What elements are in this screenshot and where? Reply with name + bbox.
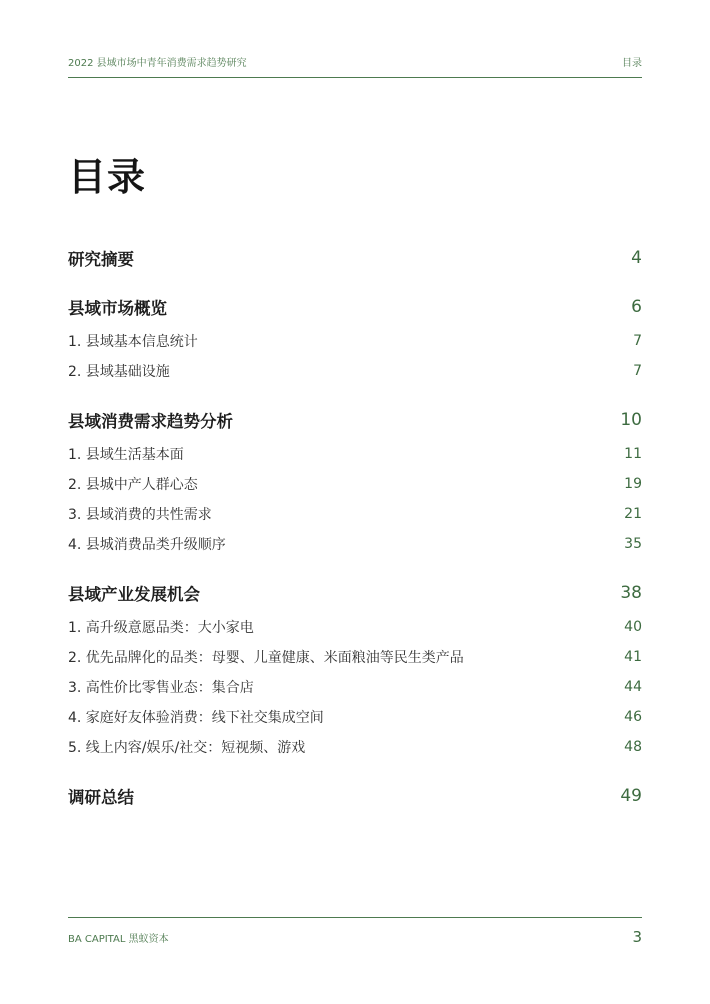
- toc-label: 3. 县域消费的共性需求: [68, 507, 212, 523]
- toc-section-conclusion[interactable]: [68, 784, 642, 808]
- toc-label: 4. 家庭好友体验消费：线下社交集成空间: [68, 710, 324, 726]
- footer-divider: [68, 917, 642, 918]
- toc-page: 46: [624, 709, 642, 725]
- toc-page: 35: [624, 536, 642, 552]
- page-header: [68, 54, 642, 69]
- toc-page: 7: [633, 363, 642, 379]
- toc-page: 49: [620, 786, 642, 806]
- toc-item[interactable]: [68, 331, 642, 351]
- toc-page: 44: [624, 679, 642, 695]
- toc-page: 19: [624, 476, 642, 492]
- toc-item[interactable]: [68, 617, 642, 637]
- toc-page: 11: [624, 446, 642, 462]
- toc-label: 2. 优先品牌化的品类：母婴、儿童健康、米面粮油等民生类产品: [68, 650, 464, 666]
- toc-page: 4: [631, 248, 642, 268]
- toc-label: 3. 高性价比零售业态：集合店: [68, 680, 254, 696]
- toc-label: 县域消费需求趋势分析: [68, 412, 233, 431]
- toc-label: 5. 线上内容/娱乐/社交：短视频、游戏: [68, 740, 306, 756]
- toc-label: 1. 高升级意愿品类：大小家电: [68, 620, 254, 636]
- toc-item[interactable]: [68, 504, 642, 524]
- toc-label: 调研总结: [68, 788, 134, 807]
- header-divider: [68, 77, 642, 78]
- toc-page: 10: [620, 410, 642, 430]
- page-number: 3: [632, 928, 642, 946]
- toc-label: 县域产业发展机会: [68, 585, 200, 604]
- toc-label: 2. 县域基础设施: [68, 364, 170, 380]
- toc-section-summary[interactable]: [68, 246, 642, 270]
- page-title: 目录: [68, 155, 147, 199]
- toc-page: 41: [624, 649, 642, 665]
- toc-item[interactable]: [68, 677, 642, 697]
- toc-page: 40: [624, 619, 642, 635]
- toc-item[interactable]: [68, 474, 642, 494]
- toc-page: 6: [631, 297, 642, 317]
- toc-label: 县域市场概览: [68, 299, 167, 318]
- toc-item[interactable]: [68, 707, 642, 727]
- toc-label: 研究摘要: [68, 250, 134, 269]
- toc-item[interactable]: [68, 737, 642, 757]
- brand-name: BA CAPITAL 黑蚁资本: [68, 933, 169, 945]
- report-title: 2022 县域市场中青年消费需求趋势研究: [68, 58, 247, 69]
- toc-page: 21: [624, 506, 642, 522]
- toc-label: 4. 县城消费品类升级顺序: [68, 537, 226, 553]
- toc-section-trends[interactable]: [68, 408, 642, 432]
- toc-item[interactable]: [68, 444, 642, 464]
- toc-item[interactable]: [68, 647, 642, 667]
- toc-page: 38: [620, 583, 642, 603]
- toc-label: 2. 县城中产人群心态: [68, 477, 198, 493]
- toc-section-overview[interactable]: [68, 295, 642, 319]
- toc-page: 48: [624, 739, 642, 755]
- section-label: 目录: [622, 58, 642, 69]
- toc-label: 1. 县域基本信息统计: [68, 334, 198, 350]
- toc-item[interactable]: [68, 361, 642, 381]
- toc-item[interactable]: [68, 534, 642, 554]
- toc-section-opportunities[interactable]: [68, 581, 642, 605]
- page-footer: [68, 928, 642, 946]
- toc-label: 1. 县域生活基本面: [68, 447, 184, 463]
- toc-page: 7: [633, 333, 642, 349]
